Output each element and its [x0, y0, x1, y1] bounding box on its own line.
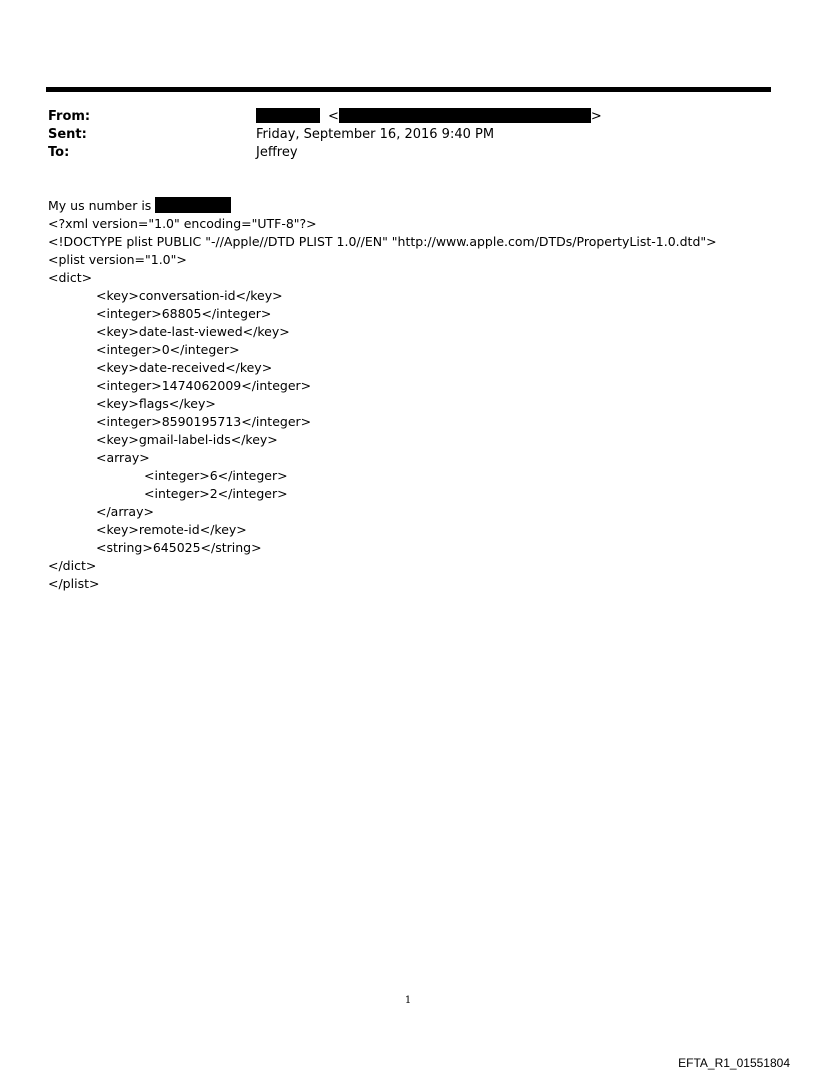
from-label: From:: [48, 109, 91, 124]
plist-line: <!DOCTYPE plist PUBLIC "-//Apple//DTD PLIST 1.0//EN" "http://www.apple.com/DTDs/PropertyList-1.0.dtd">: [48, 234, 717, 249]
page-number: 1: [404, 995, 412, 1006]
to-row: [48, 144, 768, 162]
plist-line: </dict>: [48, 558, 97, 573]
plist-line: <key>date-received</key>: [96, 360, 273, 375]
plist-line: <plist version="1.0">: [48, 252, 187, 267]
redacted-sender-email: [339, 108, 591, 123]
plist-line: </array>: [96, 504, 154, 519]
email-close-bracket: >: [590, 109, 602, 124]
sent-row: [48, 126, 768, 144]
plist-line: <key>conversation-id</key>: [96, 288, 283, 303]
sent-label: Sent:: [48, 127, 87, 142]
plist-line: <integer>6</integer>: [144, 468, 288, 483]
intro-line: [48, 197, 768, 215]
plist-line: <integer>2</integer>: [144, 486, 288, 501]
intro-text: My us number is: [48, 198, 156, 213]
plist-line: <key>remote-id</key>: [96, 522, 247, 537]
redacted-sender-name: [256, 108, 320, 123]
plist-line: <key>date-last-viewed</key>: [96, 324, 290, 339]
plist-line: <key>flags</key>: [96, 396, 216, 411]
bates-number: EFTA_R1_01551804: [678, 1056, 790, 1070]
plist-line: <integer>0</integer>: [96, 342, 240, 357]
from-value: [256, 108, 602, 126]
plist-line: <?xml version="1.0" encoding="UTF-8"?>: [48, 216, 317, 231]
from-row: [48, 108, 768, 126]
header-rule: [46, 87, 771, 92]
to-label: To:: [48, 145, 70, 160]
to-value: Jeffrey: [256, 145, 298, 160]
email-open-bracket: <: [328, 109, 339, 124]
plist-line: <integer>1474062009</integer>: [96, 378, 312, 393]
email-header: [48, 108, 768, 162]
plist-line: <integer>8590195713</integer>: [96, 414, 312, 429]
sent-value: Friday, September 16, 2016 9:40 PM: [256, 127, 495, 142]
plist-line: <string>645025</string>: [96, 540, 262, 555]
redacted-phone-number: [155, 197, 231, 213]
email-body: [48, 197, 768, 593]
plist-line: <key>gmail-label-ids</key>: [96, 432, 278, 447]
plist-line: <integer>68805</integer>: [96, 306, 272, 321]
plist-line: <array>: [96, 450, 150, 465]
plist-line: <dict>: [48, 270, 93, 285]
plist-line: </plist>: [48, 576, 100, 591]
